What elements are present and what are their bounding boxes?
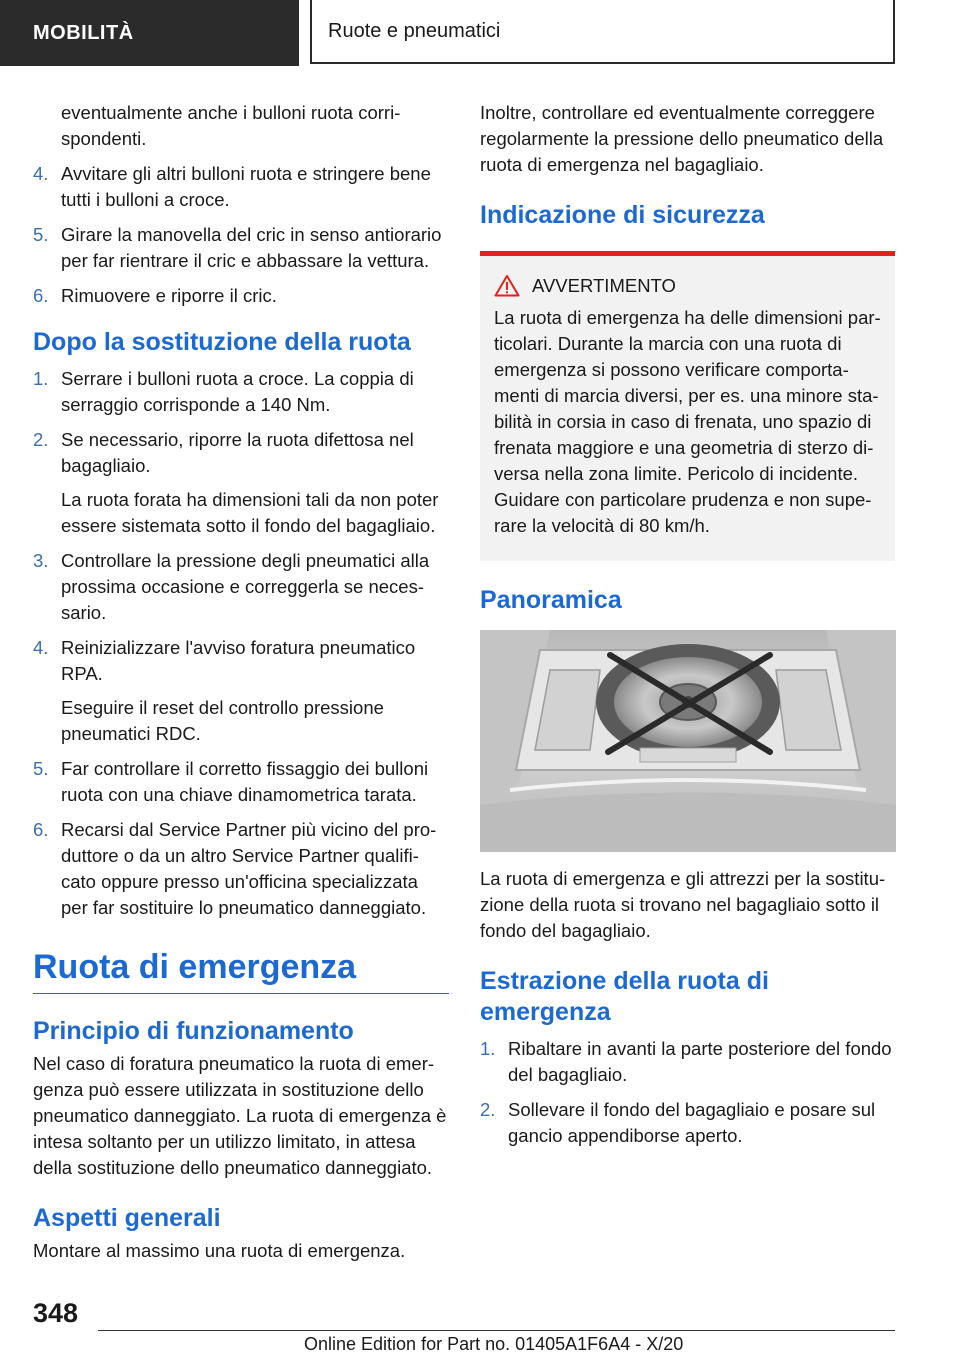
- step-text: Controllare la pressione degli pneumatici alla prossima occasione e correggerla se neces-sario.: [61, 550, 430, 623]
- chapter-tab: [310, 0, 895, 64]
- step-text: Sollevare il fondo del bagagliaio e posare sul gancio appendiborse aperto.: [508, 1099, 876, 1146]
- main-heading-block: [33, 947, 449, 994]
- step-item: [33, 817, 449, 921]
- step-text: Serrare i bulloni ruota a croce. La coppia di serraggio corrisponde a 140 Nm.: [61, 368, 414, 415]
- step-text: Se necessario, riporre la ruota difettosa nel bagagliaio.: [61, 429, 414, 476]
- step-text: Avvitare gli altri bulloni ruota e stringere bene tutti i bulloni a croce.: [61, 163, 431, 210]
- step-item: [480, 1036, 895, 1088]
- step-item: [33, 548, 449, 626]
- step-number: 4.: [33, 637, 49, 658]
- step-number: 5.: [33, 758, 49, 779]
- step-note: Eseguire il reset del controllo pressione pneumatici RDC.: [61, 697, 384, 744]
- main-heading: Ruota di emergenza: [33, 948, 357, 986]
- footer-divider: [98, 1330, 895, 1331]
- left-column: [33, 100, 449, 1264]
- step-text: Reinizializzare l'avviso foratura pneumatico RPA.: [61, 637, 416, 684]
- intro-steps: [33, 161, 449, 309]
- step-text: Rimuovere e riporre il cric.: [61, 285, 277, 306]
- step-text: Girare la manovella del cric in senso antiorario per far rientrare il cric e abbassare la vettura.: [61, 224, 442, 271]
- step-number: 1.: [33, 368, 49, 389]
- warning-box: [480, 251, 895, 561]
- step-number: 6.: [33, 285, 49, 306]
- step-number: 1.: [480, 1038, 496, 1059]
- step-number: 2.: [33, 429, 49, 450]
- after-replacement-heading: Dopo la sostituzione della ruota: [33, 328, 411, 356]
- pressure-text: Inoltre, controllare ed eventualmente correggere regolarmente la pressione dello pneumatico della ruota di emergenza nel bagagliaio.: [480, 102, 884, 175]
- warning-title: [488, 274, 883, 297]
- page-number: 348: [33, 1298, 79, 1328]
- principle-text: Nel caso di foratura pneumatico la ruota di emer-genza può essere utilizzata in sostituzione dello pneumatico danneggiato. La ruota di emergenza è intesa soltanto per un utilizzo limitato, in attesa della sostituzione dello pneumatico danneggiato.: [33, 1053, 447, 1178]
- step-number: 2.: [480, 1099, 496, 1120]
- step-text: Ribaltare in avanti la parte posteriore del fondo del bagagliaio.: [508, 1038, 892, 1085]
- removal-heading: Estrazione della ruota di emergenza: [480, 967, 769, 1026]
- removal-steps: [480, 1036, 895, 1149]
- overview-caption: La ruota di emergenza e gli attrezzi per la sostitu-zione della ruota si trovano nel bagagliaio sotto il fondo del bagagliaio.: [480, 868, 886, 941]
- section-label: MOBILITÀ: [33, 21, 134, 44]
- right-column: [480, 100, 895, 1158]
- principle-heading: Principio di funzionamento: [33, 1017, 354, 1045]
- step-text: Recarsi dal Service Partner più vicino del pro-duttore o da un altro Service Partner qualifi-cato oppure presso un'officina specializzata per far sostituire lo pneumatico danneggiato.: [61, 819, 437, 918]
- step-item: [33, 366, 449, 418]
- warning-label: AVVERTIMENTO: [532, 274, 676, 296]
- footer-edition: Online Edition for Part no. 01405A1F6A4 - X/20: [304, 1334, 684, 1354]
- continued-step-text: eventualmente anche i bulloni ruota corri-spondenti.: [61, 102, 401, 149]
- warning-triangle-icon: [494, 274, 520, 297]
- step-number: 6.: [33, 819, 49, 840]
- step-item: [33, 283, 449, 309]
- step-item: [33, 427, 449, 539]
- section-tab: [0, 0, 299, 66]
- step-number: 3.: [33, 550, 49, 571]
- step-item: [33, 635, 449, 747]
- spare-wheel-trunk-image: [480, 630, 896, 852]
- step-number: 4.: [33, 163, 49, 184]
- after-steps: [33, 366, 449, 921]
- step-item: [33, 222, 449, 274]
- general-text: Montare al massimo una ruota di emergenza.: [33, 1240, 406, 1261]
- chapter-title: Ruote e pneumatici: [328, 19, 501, 42]
- step-note: La ruota forata ha dimensioni tali da non poter essere sistemata sotto il fondo del bagagliaio.: [61, 489, 439, 536]
- step-item: [480, 1097, 895, 1149]
- step-text: Far controllare il corretto fissaggio dei bulloni ruota con una chiave dinamometrica tarata.: [61, 758, 429, 805]
- step-number: 5.: [33, 224, 49, 245]
- step-item: [33, 756, 449, 808]
- safety-heading: Indicazione di sicurezza: [480, 201, 765, 229]
- general-heading: Aspetti generali: [33, 1204, 221, 1232]
- warning-text: La ruota di emergenza ha delle dimensioni par-ticolari. Durante la marcia con una ruota di emergenza si possono verificare comporta-menti di marcia diversi, per es. una minore sta-bilità in corsia in caso di frenata, uno spazio di frenata maggiore e una geometria di sterzo di-versa nella zona limite. Pericolo di incidente. Guidare con particolare prudenza e non supe-rare la velocità di 80 km/h.: [494, 307, 881, 536]
- step-item: [33, 161, 449, 213]
- overview-heading: Panoramica: [480, 586, 622, 614]
